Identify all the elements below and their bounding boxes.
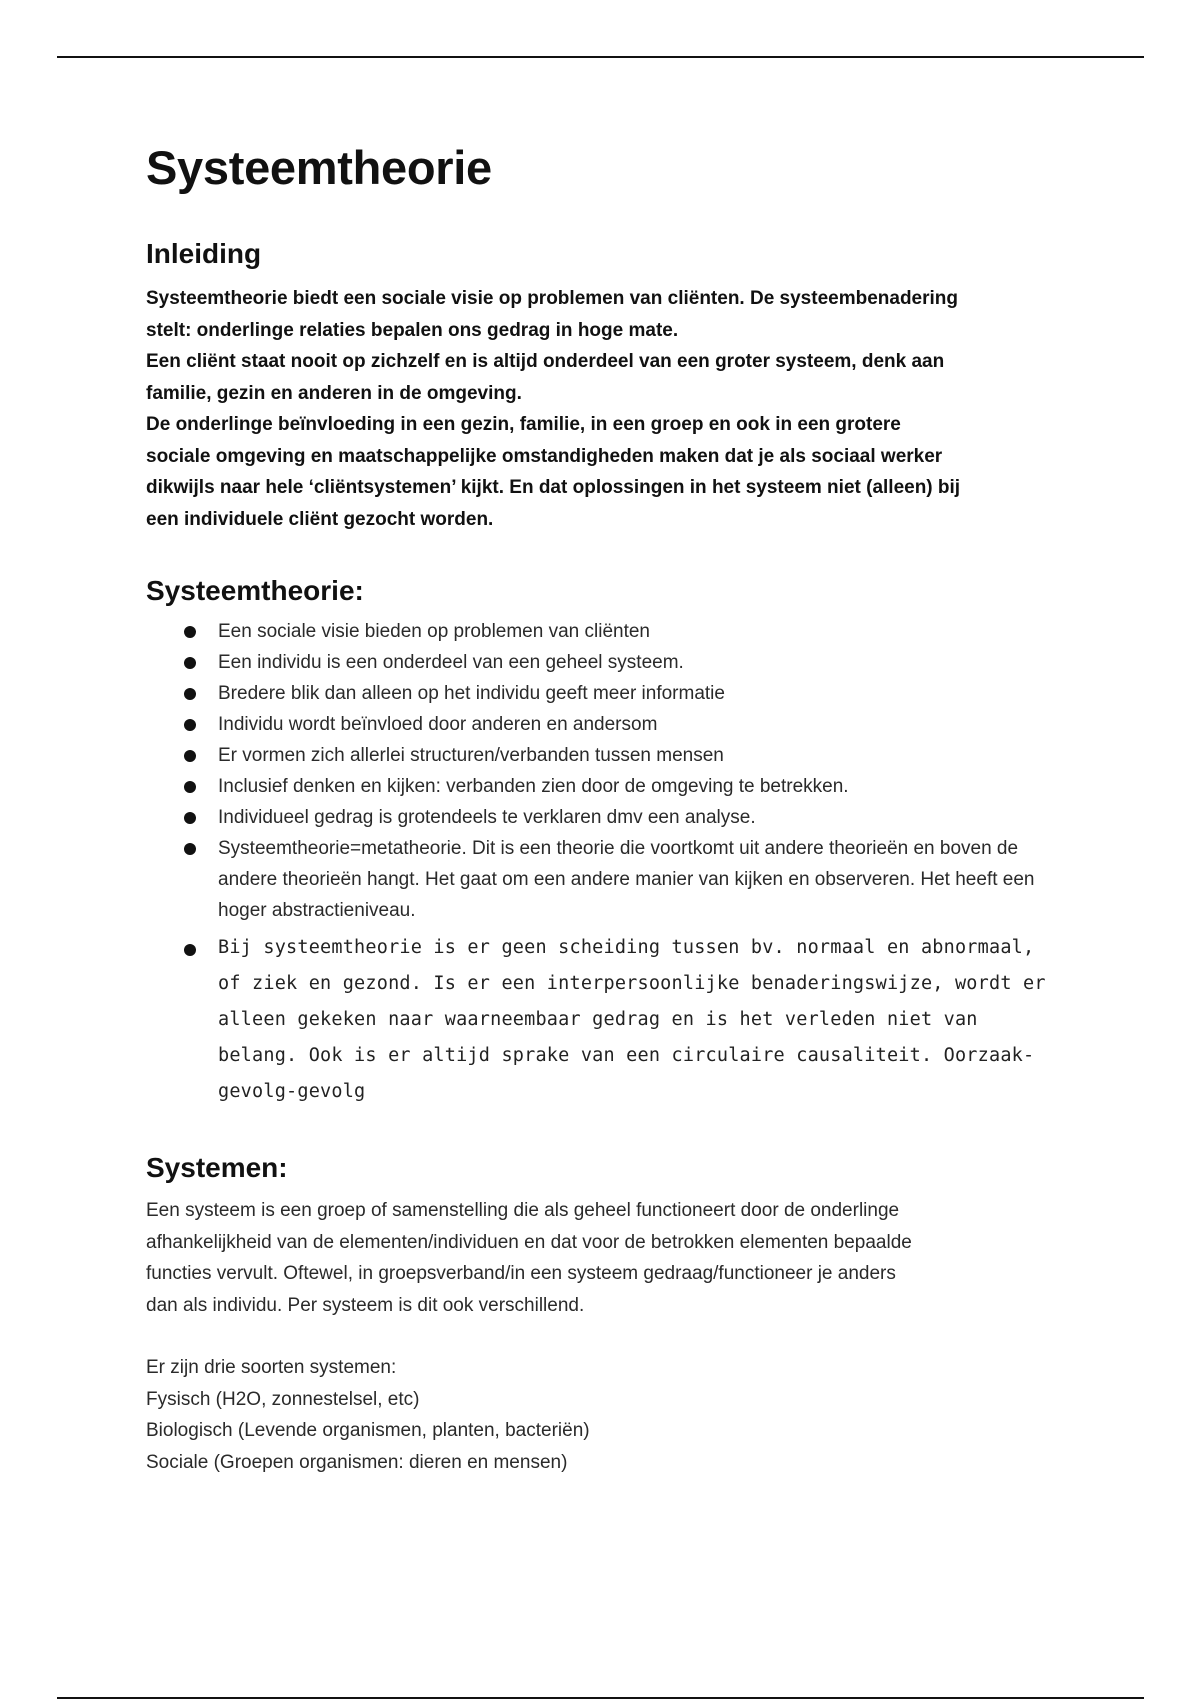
systemen-section (146, 1195, 1066, 1478)
system-type: Biologisch (Levende organismen, planten, bacteriën) (146, 1420, 590, 1442)
bullet-dot-icon (184, 812, 196, 824)
page-title: Systeemtheorie (146, 141, 492, 194)
intro-line: De onderlinge beïnvloeding in een gezin, familie, in een groep en ook in een grotere (146, 414, 901, 436)
bullet-dot-icon (184, 719, 196, 731)
system-type: Sociale (Groepen organismen: dieren en mensen) (146, 1451, 568, 1473)
list-item (146, 678, 1066, 709)
intro-line: stelt: onderlinge relaties bepalen ons gedrag in hoge mate. (146, 319, 679, 341)
list-item-text: Systeemtheorie=metatheorie. Dit is een theorie die voortkomt uit andere theorieën en boven de andere theorieën hangt. Het gaat om een andere manier van kijken en observeren. Het heeft een hoger abstractieniveau. (218, 838, 1035, 922)
system-type: Fysisch (H2O, zonnestelsel, etc) (146, 1388, 420, 1410)
intro-line: familie, gezin en anderen in de omgeving. (146, 382, 522, 404)
heading-inleiding: Inleiding (146, 238, 262, 270)
bullet-dot-icon (184, 626, 196, 638)
bottom-rule (57, 1697, 1144, 1699)
list-item-monospace (146, 930, 1066, 1110)
systeemtheorie-bullet-list (146, 616, 1066, 1110)
list-item (146, 616, 1066, 647)
bullet-dot-icon (184, 843, 196, 855)
heading-systeemtheorie: Systeemtheorie: (146, 575, 364, 607)
systemen-line: functies vervult. Oftewel, in groepsverband/in een systeem gedraag/functioneer je anders (146, 1263, 896, 1285)
list-item-text: Bij systeemtheorie is er geen scheiding tussen bv. normaal en abnormaal, of ziek en gezond. Is er een interpersoonlijke benaderingswijze, wordt er alleen gekeken naar waarneembaar gedrag en is het verleden niet van belang. Ook is er altijd sprake van een circulaire causaliteit. Oorzaak-gevolg-gevolg (218, 937, 1046, 1103)
intro-line: Systeemtheorie biedt een sociale visie op problemen van cliënten. De systeembenadering (146, 288, 959, 310)
top-rule (57, 56, 1144, 58)
list-item-text: Individu wordt beïnvloed door anderen en andersom (218, 714, 658, 736)
systemen-line: afhankelijkheid van de elementen/individuen en dat voor de betrokken elementen bepaalde (146, 1231, 912, 1253)
systemen-line: dan als individu. Per systeem is dit ook verschillend. (146, 1294, 585, 1316)
list-item (146, 647, 1066, 678)
list-item (146, 802, 1066, 833)
intro-line: Een cliënt staat nooit op zichzelf en is altijd onderdeel van een groter systeem, denk aan (146, 351, 945, 373)
list-item (146, 740, 1066, 771)
list-item (146, 771, 1066, 802)
intro-line: dikwijls naar hele ‘cliëntsystemen’ kijkt. En dat oplossingen in het systeem niet (alleen) bij (146, 477, 961, 499)
list-item-text: Een individu is een onderdeel van een geheel systeem. (218, 652, 684, 674)
list-item-text: Er vormen zich allerlei structuren/verbanden tussen mensen (218, 745, 724, 767)
bullet-dot-icon (184, 657, 196, 669)
bullet-dot-icon (184, 750, 196, 762)
list-item-text: Een sociale visie bieden op problemen van cliënten (218, 621, 650, 643)
list-item-text: Bredere blik dan alleen op het individu geeft meer informatie (218, 683, 725, 705)
list-item (146, 709, 1066, 740)
heading-systemen: Systemen: (146, 1152, 288, 1184)
intro-line: sociale omgeving en maatschappelijke omstandigheden maken dat je als sociaal werker (146, 445, 943, 467)
systemen-line: Een systeem is een groep of samenstelling die als geheel functioneert door de onderlinge (146, 1200, 900, 1222)
intro-line: een individuele cliënt gezocht worden. (146, 508, 494, 530)
document-content (146, 140, 1066, 1478)
bullet-dot-icon (184, 688, 196, 700)
types-intro: Er zijn drie soorten systemen: (146, 1357, 397, 1379)
intro-paragraph (146, 283, 1066, 535)
list-item-text: Individueel gedrag is grotendeels te verklaren dmv een analyse. (218, 807, 756, 829)
list-item-text: Inclusief denken en kijken: verbanden zien door de omgeving te betrekken. (218, 776, 849, 798)
paragraph-gap (146, 1321, 1066, 1352)
list-item (146, 833, 1066, 926)
bullet-dot-icon (184, 944, 196, 956)
bullet-dot-icon (184, 781, 196, 793)
